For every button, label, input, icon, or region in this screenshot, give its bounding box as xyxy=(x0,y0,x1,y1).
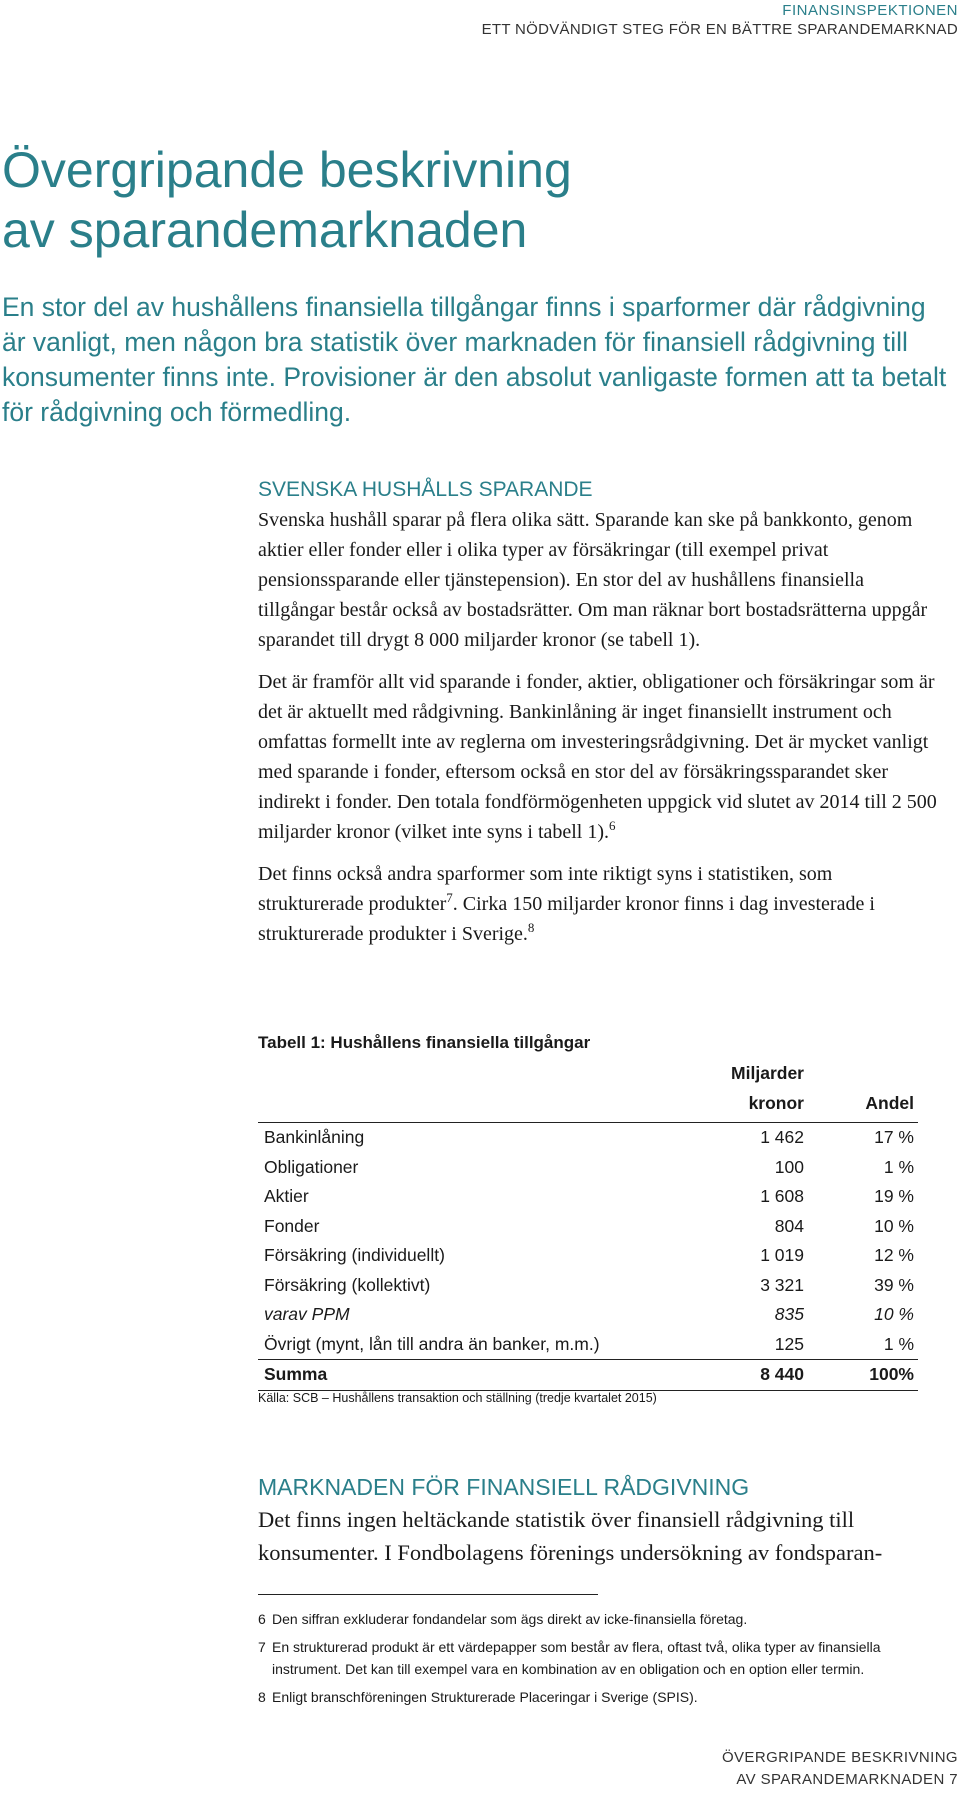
sum-value: 8 440 xyxy=(760,1364,804,1384)
row-label: Försäkring (individuellt) xyxy=(264,1245,445,1265)
paragraph xyxy=(258,667,938,847)
paragraph-text: Det är framför allt vid sparande i fonder, aktier, obligationer och försäkringar som är det är aktuellt med rådgivning. Bankinlåning är inget finansiellt instrument och omfattas formellt inte av reglerna om investeringsrådgivning. Det är mycket vanligt med sparande i fonder, eftersom också en stor del av försäkringssparandet sker indirekt i fonder. Den totala fondförmögenheten uppgick vid slutet av 2014 till 2 500 miljarder kronor (vilket inte syns i tabell 1). xyxy=(258,671,937,843)
row-label: Aktier xyxy=(264,1186,309,1206)
running-header xyxy=(482,1,958,39)
row-value: 125 xyxy=(774,1333,804,1354)
row-share: 1 % xyxy=(883,1156,914,1177)
column-header-value-line2: kronor xyxy=(748,1093,804,1113)
row-share: 39 % xyxy=(874,1274,914,1295)
header-subtitle: ETT NÖDVÄNDIGT STEG FÖR EN BÄTTRE SPARANDEMARKNAD xyxy=(481,21,958,38)
footnote-text: En strukturerad produkt är ett värdepapper som består av flera, oftast två, olika typer av finansiella instrument. Det kan till exempel vara en kombination av en obligation och en option eller termin. xyxy=(272,1639,881,1677)
table-header-row xyxy=(258,1058,918,1123)
table-row xyxy=(258,1153,918,1183)
paragraph: Det finns ingen heltäckande statistik över finansiell rådgivning till konsumenter. I Fondbolagens förenings undersökning av fondsparan- xyxy=(258,1507,883,1565)
footer-line1: ÖVERGRIPANDE BESKRIVNING xyxy=(721,1749,958,1766)
row-label: varav PPM xyxy=(264,1304,350,1324)
table-body xyxy=(258,1123,918,1391)
row-label: Bankinlåning xyxy=(264,1127,365,1147)
section-body-advice-market xyxy=(258,1503,938,1581)
sum-share: 100% xyxy=(869,1364,914,1384)
row-share: 1 % xyxy=(883,1333,914,1354)
footnote-ref[interactable]: 7 xyxy=(446,890,453,906)
column-header-value-line1: Miljarder xyxy=(731,1063,804,1083)
table-row-subtotal xyxy=(258,1300,918,1330)
table-source: Källa: SCB – Hushållens transaktion och ställning (tredje kvartalet 2015) xyxy=(258,1391,657,1405)
row-share: 10 % xyxy=(874,1215,914,1236)
sum-label: Summa xyxy=(264,1364,328,1384)
row-label: Övrigt (mynt, lån till andra än banker, m.m.) xyxy=(264,1333,600,1354)
footer-line2: AV SPARANDEMARKNADEN 7 xyxy=(736,1771,958,1788)
paragraph-text: Det finns också andra sparformer som inte riktigt syns i statistiken, som strukturerade produkter xyxy=(258,863,833,915)
row-value: 1 462 xyxy=(760,1127,804,1147)
footnote-text: Den siffran exkluderar fondandelar som ägs direkt av icke-finansiella företag. xyxy=(272,1611,748,1627)
page-title-line2: av sparandemarknaden xyxy=(2,202,528,258)
table-row xyxy=(258,1182,918,1212)
row-share: 10 % xyxy=(874,1304,914,1324)
section-heading-savings: SVENSKA HUSHÅLLS SPARANDE xyxy=(258,478,593,501)
section-body-savings xyxy=(258,505,938,961)
column-header-value xyxy=(698,1058,808,1123)
footnote-text: Enligt branschföreningen Strukturerade Placeringar i Sverige (SPIS). xyxy=(272,1689,698,1705)
footnote-divider xyxy=(258,1594,598,1595)
lead-paragraph: En stor del av hushållens finansiella tillgångar finns i sparformer där rådgivning är vanligt, men någon bra statistik över marknaden för finansiell rådgivning till konsumenter finns inte. Provisioner är den absolut vanligaste formen att ta betalt för rådgivning och förmedling. xyxy=(2,292,947,427)
table-row xyxy=(258,1271,918,1301)
footnote-number: 6 xyxy=(258,1611,266,1627)
paragraph xyxy=(258,859,938,949)
row-label: Försäkring (kollektivt) xyxy=(264,1274,431,1295)
table-row xyxy=(258,1123,918,1153)
row-value: 804 xyxy=(774,1215,804,1236)
footnotes xyxy=(258,1608,938,1714)
table-title: Tabell 1: Hushållens finansiella tillgångar xyxy=(258,1033,591,1052)
row-label: Fonder xyxy=(264,1215,320,1236)
row-value: 100 xyxy=(774,1156,804,1177)
footnote xyxy=(258,1608,938,1630)
row-label: Obligationer xyxy=(264,1156,359,1177)
footnote-ref[interactable]: 6 xyxy=(609,818,616,834)
row-value: 1 608 xyxy=(760,1186,804,1206)
paragraph-text: . Cirka 150 miljarder kronor finns i dag investerade i strukturerade produkter i Sverige. xyxy=(258,893,875,945)
row-value: 3 321 xyxy=(760,1274,804,1295)
paragraph: Svenska hushåll sparar på flera olika sätt. Sparande kan ske på bankkonto, genom aktier eller fonder eller i olika typer av försäkringar (till exempel privat pensionssparande eller tjänstepension). En stor del av hushållens finansiella tillgångar består också av bostadsrätter. Om man räknar bort bostadsrätterna uppgår sparandet till drygt 8 000 miljarder kronor (se tabell 1). xyxy=(258,509,928,651)
assets-table xyxy=(258,1058,918,1391)
running-footer xyxy=(722,1747,958,1791)
table-row xyxy=(258,1330,918,1360)
section-heading-advice-market: MARKNADEN FÖR FINANSIELL RÅDGIVNING xyxy=(258,1474,750,1500)
page-title xyxy=(2,140,572,260)
column-header-share: Andel xyxy=(865,1093,914,1113)
column-header-label xyxy=(258,1058,698,1123)
table-row xyxy=(258,1241,918,1271)
row-share: 19 % xyxy=(874,1186,914,1206)
footnote-ref[interactable]: 8 xyxy=(527,920,535,936)
row-share: 12 % xyxy=(874,1245,914,1265)
footnote-number: 7 xyxy=(258,1639,266,1655)
footnote xyxy=(258,1686,938,1708)
table-row-sum xyxy=(258,1360,918,1391)
footnote-number: 8 xyxy=(258,1689,266,1705)
row-value: 1 019 xyxy=(760,1245,804,1265)
row-share: 17 % xyxy=(874,1127,914,1147)
page-title-line1: Övergripande beskrivning xyxy=(2,142,572,198)
table-row xyxy=(258,1212,918,1242)
organization-name: FINANSINSPEKTIONEN xyxy=(782,2,958,19)
row-value: 835 xyxy=(774,1304,804,1324)
footnote xyxy=(258,1636,938,1680)
